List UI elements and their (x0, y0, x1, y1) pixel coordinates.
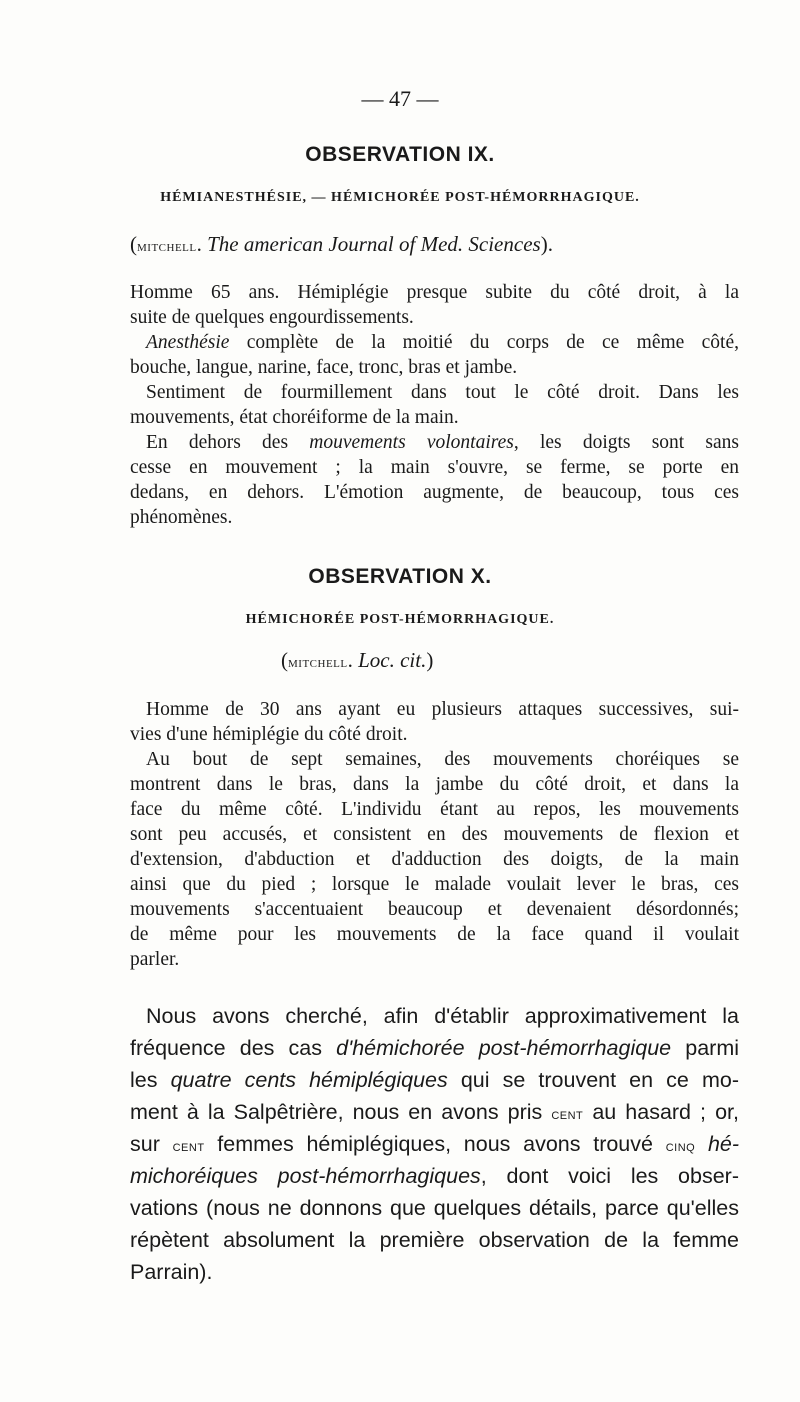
commentary-line: sur cent femmes hémiplégiques, nous avons trouvé cinq hé- (130, 1132, 740, 1156)
obs-ix-line: cesse en mouvement ; la main s'ouvre, se ferme, se porte en (130, 457, 739, 478)
commentary-line: michoréiques post-hémorrhagiques, dont voici les obser- (130, 1164, 739, 1188)
obs-ix-line: dedans, en dehors. L'émotion augmente, de beaucoup, tous ces (130, 482, 739, 503)
obs-x-line: mouvements s'accentuaient beaucoup et devenaient désordonnés; (130, 899, 739, 920)
page-number: — 47 — (361, 86, 439, 111)
obs-ix-line: En dehors des mouvements volontaires, les doigts sont sans (146, 432, 739, 453)
obs-ix-line: Homme 65 ans. Hémiplégie presque subite du côté droit, à la (130, 282, 739, 303)
obs-ix-line: Sentiment de fourmillement dans tout le côté droit. Dans les (146, 382, 739, 403)
observation-ix-subtitle: HÉMIANESTHÉSIE, — HÉMICHORÉE POST-HÉMORRHAGIQUE. (160, 190, 640, 205)
source-author: mitchell (137, 238, 197, 255)
obs-x-line: Au bout de sept semaines, des mouvements choréiques se (146, 749, 739, 770)
observation-x-title: OBSERVATION X. (308, 565, 492, 588)
obs-x-line: parler. (130, 949, 180, 970)
observation-ix-source: (mitchell. The american Journal of Med. Sciences). (130, 232, 553, 256)
obs-x-line: d'extension, d'abduction et d'adduction des doigts, de la main (130, 849, 739, 870)
commentary-line: ment à la Salpêtrière, nous en avons pris cent au hasard ; or, (130, 1100, 739, 1124)
obs-x-line: vies d'une hémiplégie du côté droit. (130, 724, 408, 745)
source-ref: Loc. cit. (358, 648, 427, 672)
observation-x-source: (mitchell. Loc. cit.) (281, 648, 434, 672)
obs-ix-line: mouvements, état choréiforme de la main. (130, 407, 459, 428)
source-journal: The american Journal of Med. Sciences (207, 232, 541, 256)
obs-ix-line: suite de quelques engourdissements. (130, 307, 414, 328)
commentary-line: fréquence des cas d'hémichorée post-hémorrhagique parmi (130, 1036, 740, 1060)
obs-ix-line: Anesthésie complète de la moitié du corps de ce même côté, (146, 332, 739, 353)
source-author: mitchell (288, 654, 348, 671)
observation-x-subtitle: HÉMICHORÉE POST-HÉMORRHAGIQUE. (245, 612, 555, 627)
commentary-line: vations (nous ne donnons que quelques détails, parce qu'elles (130, 1196, 739, 1220)
obs-x-line: de même pour les mouvements de la face quand il voulait (130, 924, 739, 945)
obs-ix-line: bouche, langue, narine, face, tronc, bras et jambe. (130, 357, 518, 378)
obs-x-line: ainsi que du pied ; lorsque le malade voulait lever le bras, ces (130, 874, 739, 895)
obs-x-line: face du même côté. L'individu étant au repos, les mouvements (130, 799, 739, 820)
commentary-line: Nous avons cherché, afin d'établir approximativement la (146, 1004, 739, 1028)
obs-x-line: Homme de 30 ans ayant eu plusieurs attaques successives, sui- (146, 699, 739, 720)
obs-ix-line: phénomènes. (130, 507, 233, 528)
commentary-line: répètent absolument la première observation de la femme (130, 1228, 739, 1252)
obs-x-line: montrent dans le bras, dans la jambe du côté droit, et dans la (130, 774, 739, 795)
commentary-line: les quatre cents hémiplégiques qui se trouvent en ce mo- (130, 1068, 739, 1092)
observation-ix-title: OBSERVATION IX. (305, 143, 495, 166)
obs-x-line: sont peu accusés, et consistent en des mouvements de flexion et (130, 824, 739, 845)
commentary-line: Parrain). (130, 1260, 213, 1284)
